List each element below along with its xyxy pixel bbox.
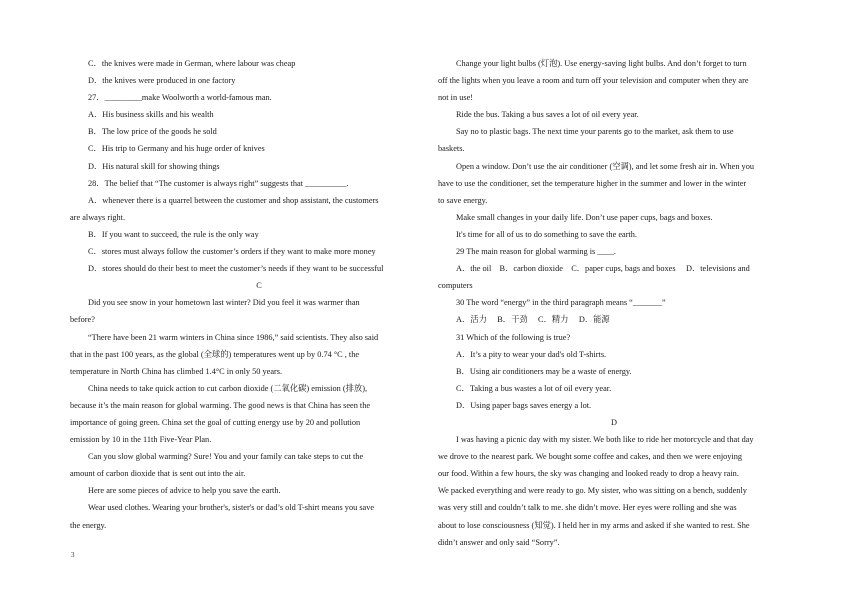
text-line: C．Taking a bus wastes a lot of oil every year. <box>456 383 612 393</box>
text-line: didn’t answer and only said “Sorry”. <box>438 537 560 547</box>
text-line: to save energy. <box>438 195 488 205</box>
text-line: are always right. <box>70 212 126 222</box>
text-line: the energy. <box>70 520 107 530</box>
text-line: Change your light bulbs (灯泡). Use energy-saving light bulbs. And don’t forget to turn <box>456 59 747 68</box>
text-line: B．If you want to succeed, the rule is the only way <box>88 229 259 239</box>
text-line: computers <box>438 281 473 291</box>
text-line: temperature in North China has climbed 1.4°C in only 50 years. <box>70 366 283 376</box>
text-line: 31 Which of the following is true? <box>456 332 571 342</box>
text-line: importance of going green. China set the goal of cutting energy use by 20 and pollution <box>70 417 361 427</box>
section-heading: C <box>256 281 262 291</box>
text-line: D．the knives were produced in one factory <box>88 76 236 86</box>
text-line: 29 The main reason for global warming is ____. <box>456 247 616 257</box>
text-line: Wear used clothes. Wearing your brother's, sister's or dad’s old T-shirt means you save <box>88 503 375 513</box>
text-line: China needs to take quick action to cut carbon dioxide (二氧化碳) emission (排放), <box>88 383 368 393</box>
text-line: C．stores must always follow the customer’s orders if they want to make more money <box>88 247 376 257</box>
text-line: Open a window. Don’t use the air conditioner (空调), and let some fresh air in. When you <box>456 161 754 171</box>
text-line: before? <box>70 315 95 325</box>
text-line: have to use the conditioner, set the temperature higher in the summer and lower in the winter <box>438 178 747 188</box>
text-line: because it’s the main reason for global warming. The good news is that China has seen the <box>70 400 371 410</box>
text-line: not in use! <box>438 93 474 103</box>
text-line: B．Using air conditioners may be a waste of energy. <box>456 366 632 376</box>
text-line: “There have been 21 warm winters in China since 1986,” said scientists. They also said <box>88 332 379 342</box>
text-line: We packed everything and were ready to go. My sister, who was sitting on a bench, suddenly <box>438 486 747 496</box>
text-line: A．the oil B．carbon dioxide C．paper cups, bags and boxes D．televisions and <box>456 264 750 274</box>
right-column <box>438 55 790 551</box>
text-line: D．His natural skill for showing things <box>88 161 220 171</box>
text-line: we drove to the nearest park. We bought some coffee and cakes, and then we were enjoying <box>438 452 743 462</box>
section-heading: D <box>611 417 617 427</box>
text-line: A．whenever there is a quarrel between the customer and shop assistant, the customers <box>88 195 379 205</box>
text-line: Make small changes in your daily life. Don’t use paper cups, bags and boxes. <box>456 212 713 222</box>
text-line: C．His trip to Germany and his huge order of knives <box>88 144 265 154</box>
text-line: Can you slow global warming? Sure! You and your family can take steps to cut the <box>88 452 364 462</box>
text-line: amount of carbon dioxide that is sent out into the air. <box>70 469 246 479</box>
text-line: that in the past 100 years, as the global (全球的) temperatures went up by 0.74 °C , the <box>70 349 360 359</box>
left-column <box>70 55 448 534</box>
text-line: A．His business skills and his wealth <box>88 110 214 120</box>
text-line: D．stores should do their best to meet the customer’s needs if they want to be successful <box>88 264 384 274</box>
text-line: 28．The belief that “The customer is always right” suggests that __________. <box>88 178 349 188</box>
text-line: emission by 10 in the 11th Five-Year Plan. <box>70 435 212 445</box>
text-line: our food. Within a few hours, the sky was changing and looked ready to drop a heavy rain. <box>438 469 739 479</box>
text-line: 27．_________make Woolworth a world-famous man. <box>88 93 272 103</box>
text-line: B．The low price of the goods he sold <box>88 127 217 137</box>
text-line: A．It’s a pity to wear your dad's old T-shirts. <box>456 349 607 359</box>
text-line: 30 The word “energy” in the third paragraph means “_______” <box>456 298 666 308</box>
text-line: It's time for all of us to do something to save the earth. <box>456 229 637 239</box>
text-line: D．Using paper bags saves energy a lot. <box>456 400 592 410</box>
text-line: Here are some pieces of advice to help you save the earth. <box>88 486 281 496</box>
text-line: Ride the bus. Taking a bus saves a lot of oil every year. <box>456 110 639 120</box>
text-line: about to lose consciousness (知觉). I held her in my arms and asked if she wanted to rest. She <box>438 520 750 530</box>
page-number: 3 <box>71 551 75 559</box>
text-line: I was having a picnic day with my sister. We both like to ride her motorcycle and that day <box>456 435 754 445</box>
text-line: C．the knives were made in German, where labour was cheap <box>88 59 296 68</box>
text-line: A．活力 B．干劲 C．精力 D．能源 <box>456 315 610 325</box>
text-line: Say no to plastic bags. The next time your parents go to the market, ask them to use <box>456 127 734 137</box>
text-line: off the lights when you leave a room and turn off your television and computer when they are <box>438 76 749 86</box>
text-line: was very still and couldn’t talk to me. she didn’t move. Her eyes were rolling and she was <box>438 503 737 513</box>
text-line: Did you see snow in your hometown last winter? Did you feel it was warmer than <box>88 298 360 308</box>
text-line: baskets. <box>438 144 465 154</box>
